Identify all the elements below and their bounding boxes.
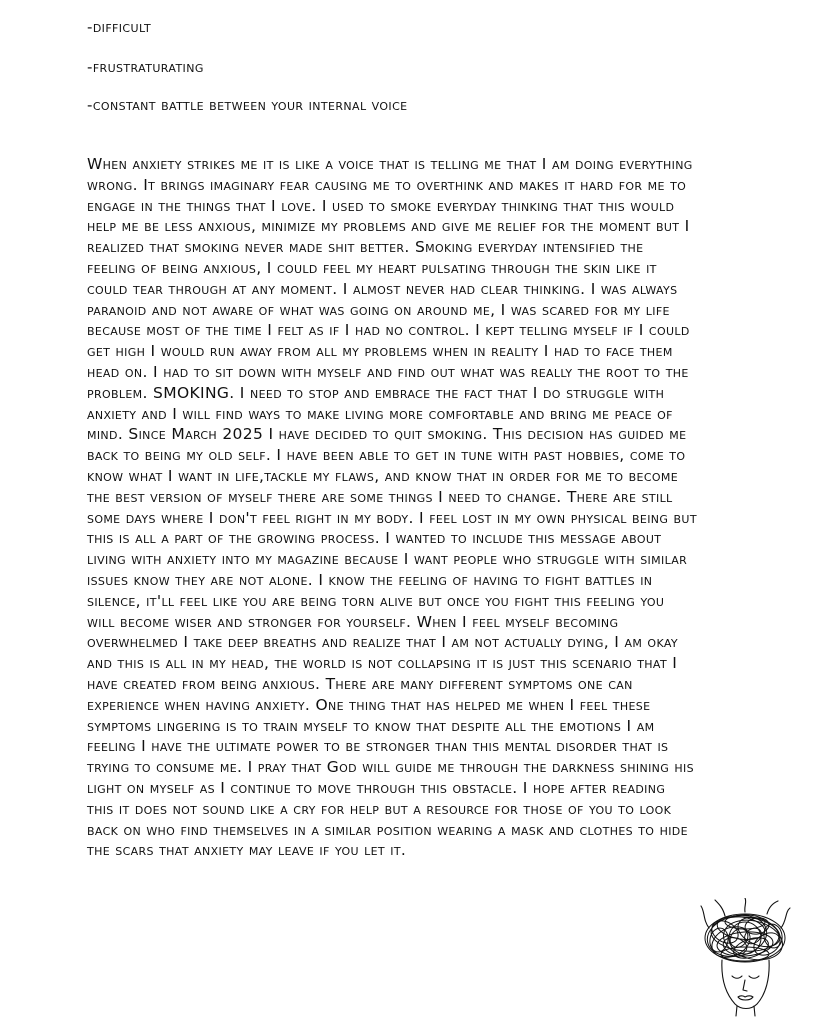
bullet-frustrating: -frustraturating — [87, 58, 204, 76]
bullet-difficult: -difficult — [87, 18, 152, 36]
bullet-constant-battle: -constant battle between your internal voice — [87, 96, 408, 114]
anxious-head-scribble-icon — [695, 898, 795, 1018]
essay-paragraph: When anxiety strikes me it is like a voice that is telling me that I am doing everything wrong. It brings imaginary fear causing me to overthink and makes it hard for me to engage in the things that I love. I used to smoke everyday thinking that this would help me be less anxious, minimize my problems and give me relief for the moment but I realized that smoking never made shit better. Smoking everyday intensified the feeling of being anxious, I could feel my heart pulsating through the skin like it could tear through at any moment. I almost never had clear thinking. I was always paranoid and not aware of what was going on around me, I was scared for my life because most of the time I felt as if I had no control. I kept telling myself if I could get high I would run away from all my problems when in reality I had to face them head on. I had to sit down with myself and find out what was really the root to the problem. SMOKING. I need to stop and embrace the fact that I do struggle with anxiety and I will find ways to make living more comfortable and bring me peace of mind. Since March 2025 I have decided to quit smoking. This decision has guided me back to being my old self. I have been able to get in tune with past hobbies, come to know what I want in life,tackle my flaws, and know that in order for me to become the best version of myself there are some things I need to change. There are still some days where I don't feel right in my body. I feel lost in my own physical being but this is all a part of the growing process. I wanted to include this message about living with anxiety into my magazine because I want people who struggle with similar issues know they are not alone. I know the feeling of having to fight battles in silence, it'll feel like you are being torn alive but once you fight this feeling you will become wiser and stronger for yourself. When I feel myself becoming overwhelmed I take deep breaths and realize that I am not actually dying, I am okay and this is all in my head, the world is not collapsing it is just this scenario that I have created from being anxious. There are many different symptoms one can experience when having anxiety. One thing that has helped me when I feel these symptoms lingering is to train myself to know that despite all the emotions I am feeling I have the ultimate power to be stronger than this mental disorder that is trying to consume me. I pray that God will guide me through the darkness shining his light on myself as I continue to move through this obstacle. I hope after reading this it does not sound like a cry for help but a resource for those of you to look back on who find themselves in a similar position wearing a mask and clothes to hide the scars that anxiety may leave if you let it. — [87, 155, 697, 860]
